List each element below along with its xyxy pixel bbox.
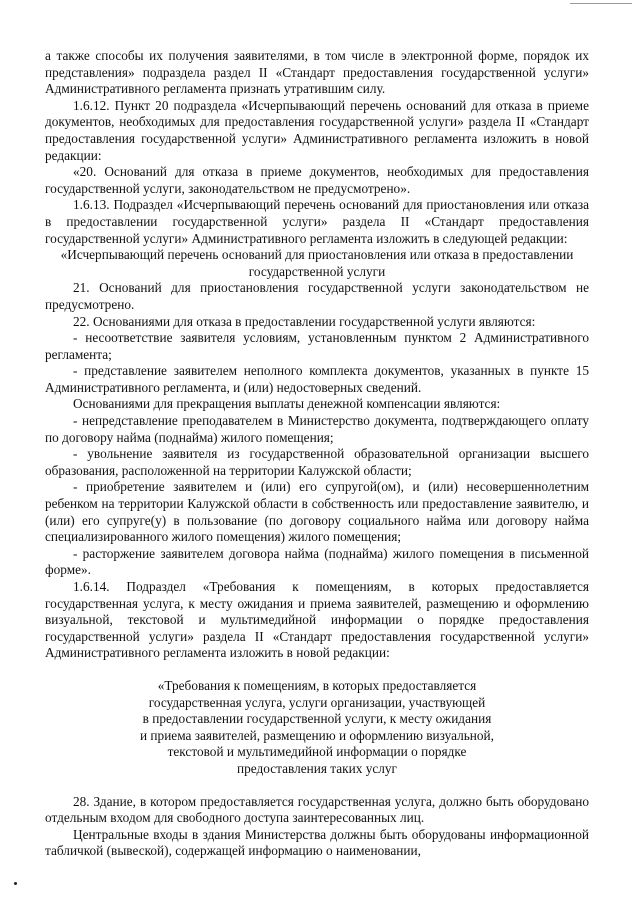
heading-line: в предоставлении государственной услуги, к месту ожидания (142, 711, 492, 727)
heading-line: и приема заявителей, размещению и оформлению визуальной, (139, 727, 495, 743)
paragraph-item-22: 22. Основаниями для отказа в предоставлении государственной услуги являются: (73, 313, 536, 329)
paragraph-1-6-12: 1.6.12. Пункт 20 подраздела «Исчерпывающий перечень оснований для отказа в приеме документов, необходимых для предоставления государственной услуги» раздела II «Стандарт предоставления государственной услуги» Административного регламента изложить в новой редакции: (45, 97, 589, 163)
paragraph-item-20: «20. Оснований для отказа в приеме документов, необходимых для предоставления государственной услуги, законодательством не предусмотрено». (45, 164, 589, 196)
heading-line: предоставления таких услуг (236, 760, 398, 776)
subsection-heading-suspension: «Исчерпывающий перечень оснований для приостановления или отказа в предоставлении государственной услуги (60, 247, 574, 279)
list-item-dismissal: - увольнение заявителя из государственной образовательной организации высшего образования, расположенной на территории Калужской области; (45, 446, 589, 478)
scan-edge-mark (570, 3, 632, 4)
paragraph-termination-grounds: Основаниями для прекращения выплаты денежной компенсации являются: (73, 396, 501, 412)
list-item-noncompliance: - несоответствие заявителя условиям, установленным пунктом 2 Административного регламента; (45, 330, 589, 362)
scan-speck (14, 882, 17, 885)
paragraph-central-entrances: Центральные входы в здания Министерства должны быть оборудованы информационной табличкой (вывеской), содержащей информацию о наименовании, (45, 826, 589, 859)
paragraph-continuation: а также способы их получения заявителями, в том числе в электронной форме, порядок их представления» подраздела раздел II «Стандарт предоставления государственной услуги» Административного регламента признать утратившим силу. (45, 48, 589, 97)
paragraph-1-6-14: 1.6.14. Подраздел «Требования к помещениям, в которых предоставляется государственная услуга, к месту ожидания и приема заявителей, размещению и оформлению визуальной, текстовой и мультимедийной информации о порядке предоставления государственной услуги» раздела II «Стандарт предоставления государственной услуги» Административного регламента изложить в новой редакции: (45, 579, 589, 661)
paragraph-item-28: 28. Здание, в котором предоставляется государственная услуга, должно быть оборудовано отдельным входом для свободного доступа заинтересованных лиц. (45, 793, 589, 826)
paragraph-1-6-13: 1.6.13. Подраздел «Исчерпывающий перечень оснований для приостановления или отказа в предоставлении государственной услуги» раздела II «Стандарт предоставления государственной услуги» Административного регламента изложить в следующей редакции: (45, 197, 589, 246)
subsection-heading-premises (45, 678, 589, 778)
list-item-no-document: - непредставление преподавателем в Министерство документа, подтверждающего оплату по договору найма (поднайма) жилого помещения; (45, 413, 589, 445)
list-item-incomplete-documents: - представление заявителем неполного комплекта документов, указанных в пункте 15 Административного регламента, и (или) недостоверных сведений. (45, 363, 589, 395)
list-item-housing-acquisition: - приобретение заявителем и (или) его супругой(ом), и (или) несовершеннолетним ребенком на территории Калужской области в собственность или предоставление заявителю, и (или) его супруге(у) в пользование (по договору социального найма или договору найма специализированного жилого помещения) жилого помещения; (45, 479, 589, 545)
document-body (45, 48, 589, 860)
heading-line: текстовой и мультимедийной информации о порядке (167, 744, 467, 760)
paragraph-item-21: 21. Оснований для приостановления государственной услуги законодательством не предусмотрено. (45, 280, 589, 312)
heading-line: государственная услуга, услуги организации, участвующей (148, 694, 486, 710)
list-item-contract-termination: - расторжение заявителем договора найма (поднайма) жилого помещения в письменной форме». (45, 545, 589, 578)
heading-line: «Требования к помещениям, в которых предоставляется (157, 677, 477, 693)
